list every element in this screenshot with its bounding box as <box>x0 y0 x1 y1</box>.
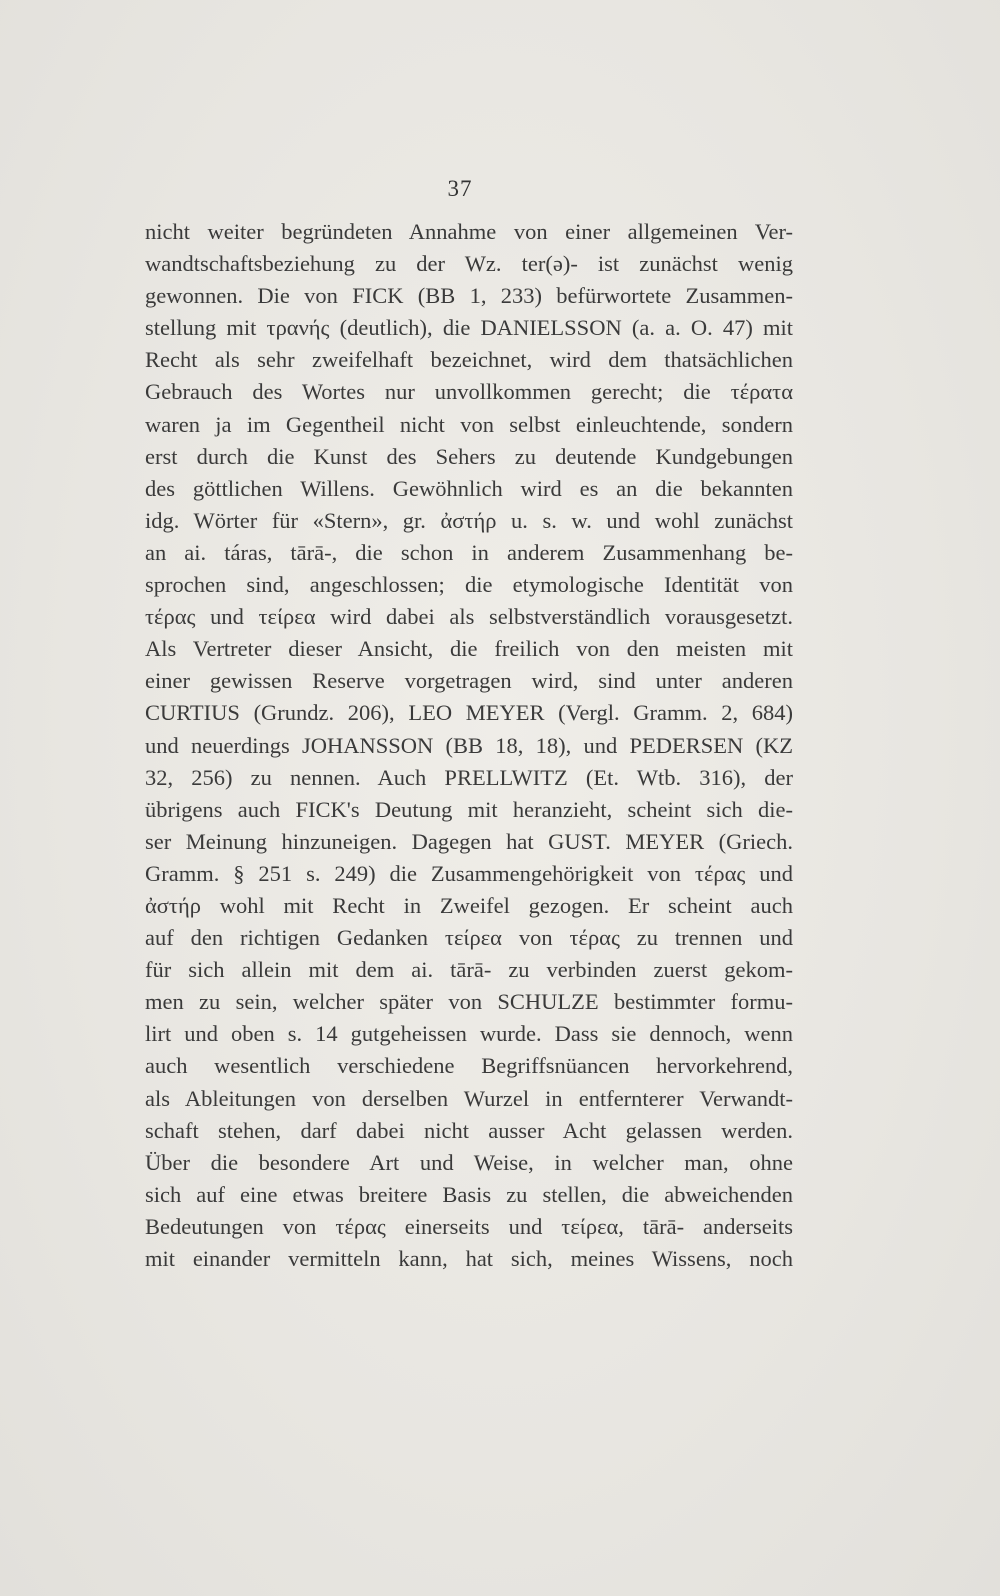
text-line: idg. Wörter für «Stern», gr. ἀστήρ u. s. w. und wohl zunächst <box>145 507 793 533</box>
text-line: ἀστήρ wohl mit Recht in Zweifel gezogen. Er scheint auch <box>145 892 793 918</box>
text-line: stellung mit τρανής (deutlich), die DANIELSSON (a. a. O. 47) mit <box>145 315 793 341</box>
text-line: Bedeutungen von τέρας einerseits und τείρεα, tārā- anderseits <box>145 1213 793 1239</box>
text-line: Als Vertreter dieser Ansicht, die freilich von den meisten mit <box>145 636 793 662</box>
text-line: wandtschaftsbeziehung zu der Wz. ter(ə)- ist zunächst wenig <box>145 251 793 277</box>
text-line: auf den richtigen Gedanken τείρεα von τέρας zu trennen und <box>145 925 793 951</box>
text-line: als Ableitungen von derselben Wurzel in entfernterer Verwandt- <box>145 1085 793 1111</box>
text-line: an ai. táras, tārā-, die schon in anderem Zusammenhang be- <box>145 539 793 565</box>
page-number: 37 <box>447 176 473 201</box>
text-line: ser Meinung hinzuneigen. Dagegen hat GUST. MEYER (Griech. <box>145 828 793 854</box>
text-line: Über die besondere Art und Weise, in welcher man, ohne <box>145 1149 793 1175</box>
text-line: sich auf eine etwas breitere Basis zu stellen, die abweichenden <box>145 1181 793 1207</box>
text-line: Gramm. § 251 s. 249) die Zusammengehörigkeit von τέρας und <box>145 860 793 886</box>
text-line: mit einander vermitteln kann, hat sich, meines Wissens, noch <box>145 1246 793 1271</box>
text-line: übrigens auch FICK's Deutung mit heranzieht, scheint sich die- <box>145 796 793 822</box>
text-line: 32, 256) zu nennen. Auch PRELLWITZ (Et. Wtb. 316), der <box>145 764 793 790</box>
body-text <box>145 216 793 1275</box>
text-line: und neuerdings JOHANSSON (BB 18, 18), und PEDERSEN (KZ <box>145 732 793 758</box>
text-line: Recht als sehr zweifelhaft bezeichnet, wird dem thatsächlichen <box>145 347 793 373</box>
text-line: schaft stehen, darf dabei nicht ausser Acht gelassen werden. <box>145 1117 793 1143</box>
text-line: waren ja im Gegentheil nicht von selbst einleuchtende, sondern <box>145 411 793 437</box>
text-line: lirt und oben s. 14 gutgeheissen wurde. Dass sie dennoch, wenn <box>145 1021 793 1047</box>
text-line: auch wesentlich verschiedene Begriffsnüancen hervorkehrend, <box>145 1053 793 1079</box>
text-line: CURTIUS (Grundz. 206), LEO MEYER (Vergl. Gramm. 2, 684) <box>145 700 793 726</box>
text-line: τέρας und τείρεα wird dabei als selbstverständlich vorausgesetzt. <box>145 604 793 630</box>
text-line: Gebrauch des Wortes nur unvollkommen gerecht; die τέρατα <box>145 379 793 405</box>
text-line: erst durch die Kunst des Sehers zu deutende Kundgebungen <box>145 443 793 469</box>
text-line: men zu sein, welcher später von SCHULZE bestimmter formu- <box>145 989 793 1015</box>
text-line: gewonnen. Die von FICK (BB 1, 233) befürwortete Zusammen- <box>145 283 793 309</box>
text-line: einer gewissen Reserve vorgetragen wird, sind unter anderen <box>145 668 793 694</box>
text-line: nicht weiter begründeten Annahme von einer allgemeinen Ver- <box>145 219 793 244</box>
text-line: des göttlichen Willens. Gewöhnlich wird es an die bekannten <box>145 475 793 501</box>
text-line: sprochen sind, angeschlossen; die etymologische Identität von <box>145 572 793 598</box>
text-line: für sich allein mit dem ai. tārā- zu verbinden zuerst gekom- <box>145 957 793 983</box>
